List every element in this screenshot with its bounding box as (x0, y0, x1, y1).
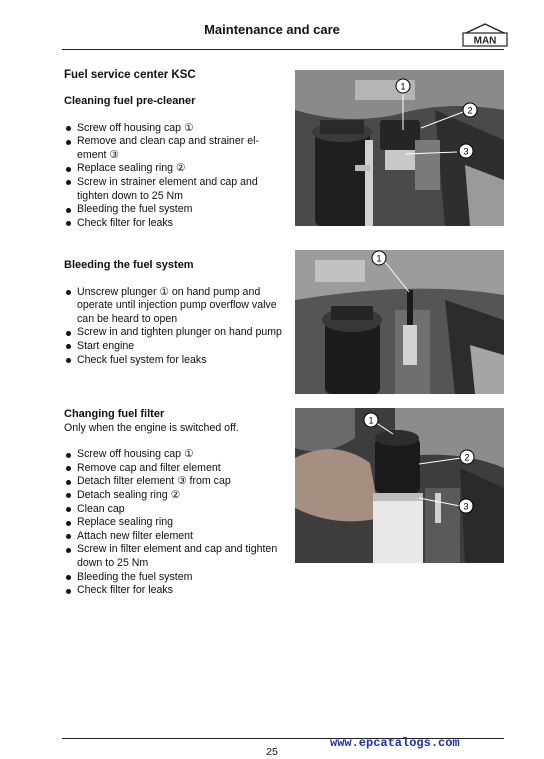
callout-1 (364, 413, 378, 427)
list-item: Start engine (64, 340, 284, 354)
page-number: 25 (266, 746, 278, 758)
step-list (64, 122, 284, 231)
step-list (64, 286, 284, 368)
svg-text:2: 2 (467, 105, 473, 116)
list-item: Remove cap and filter element (64, 462, 284, 476)
step-list (64, 448, 284, 598)
list-item: Replace sealing ring (64, 516, 284, 530)
section-heading: Bleeding the fuel system (64, 259, 194, 271)
svg-text:3: 3 (463, 146, 469, 157)
photo-fuel-filter-change (295, 408, 504, 563)
section-heading: Changing fuel filter (64, 408, 165, 420)
svg-text:1: 1 (376, 253, 382, 264)
list-item: Check filter for leaks (64, 217, 284, 231)
list-item: Screw in strainer element and cap and tighten down to 25 Nm (64, 176, 284, 203)
section-bleeding-fuel-system (64, 259, 284, 367)
svg-text:2: 2 (464, 452, 470, 463)
callout-3 (459, 144, 473, 158)
header-rule (62, 49, 504, 50)
list-item: Check filter for leaks (64, 584, 284, 598)
callout-1 (396, 79, 410, 93)
list-item: Bleeding the fuel system (64, 571, 284, 585)
section-changing-fuel-filter (64, 408, 284, 598)
list-item: Screw off housing cap ① (64, 122, 284, 136)
list-item: Unscrew plunger ① on hand pump and operate until injection pump overflow valve can be heard to open (64, 286, 284, 327)
list-item: Screw in filter element and cap and tighten down to 25 Nm (64, 543, 284, 570)
list-item: Screw off housing cap ① (64, 448, 284, 462)
callout-2 (460, 450, 474, 464)
photo-fuel-pre-cleaner (295, 70, 504, 226)
callout-2 (463, 103, 477, 117)
page-header-title: Maintenance and care (204, 22, 340, 37)
photo-hand-pump-plunger (295, 250, 504, 394)
svg-text:3: 3 (463, 501, 469, 512)
svg-text:1: 1 (400, 81, 406, 92)
document-title: Fuel service center KSC (64, 69, 196, 81)
list-item: Bleeding the fuel system (64, 203, 284, 217)
list-item: Remove and clean cap and strainer el- ement ③ (64, 135, 284, 162)
callout-1 (372, 251, 386, 265)
list-item: Replace sealing ring ② (64, 162, 284, 176)
section-heading: Cleaning fuel pre-cleaner (64, 95, 196, 107)
svg-text:1: 1 (368, 415, 374, 426)
section-cleaning-pre-cleaner (64, 95, 284, 230)
logo-text: MAN (473, 35, 497, 47)
list-item: Detach filter element ③ from cap (64, 475, 284, 489)
list-item: Screw in and tighten plunger on hand pump (64, 326, 284, 340)
section-note: Only when the engine is switched off. (64, 421, 239, 434)
list-item: Attach new filter element (64, 530, 284, 544)
man-logo (462, 22, 508, 48)
list-item: Clean cap (64, 503, 284, 517)
callout-3 (459, 499, 473, 513)
list-item: Detach sealing ring ② (64, 489, 284, 503)
footer-url: www.epcatalogs.com (330, 736, 460, 750)
list-item: Check fuel system for leaks (64, 354, 284, 368)
